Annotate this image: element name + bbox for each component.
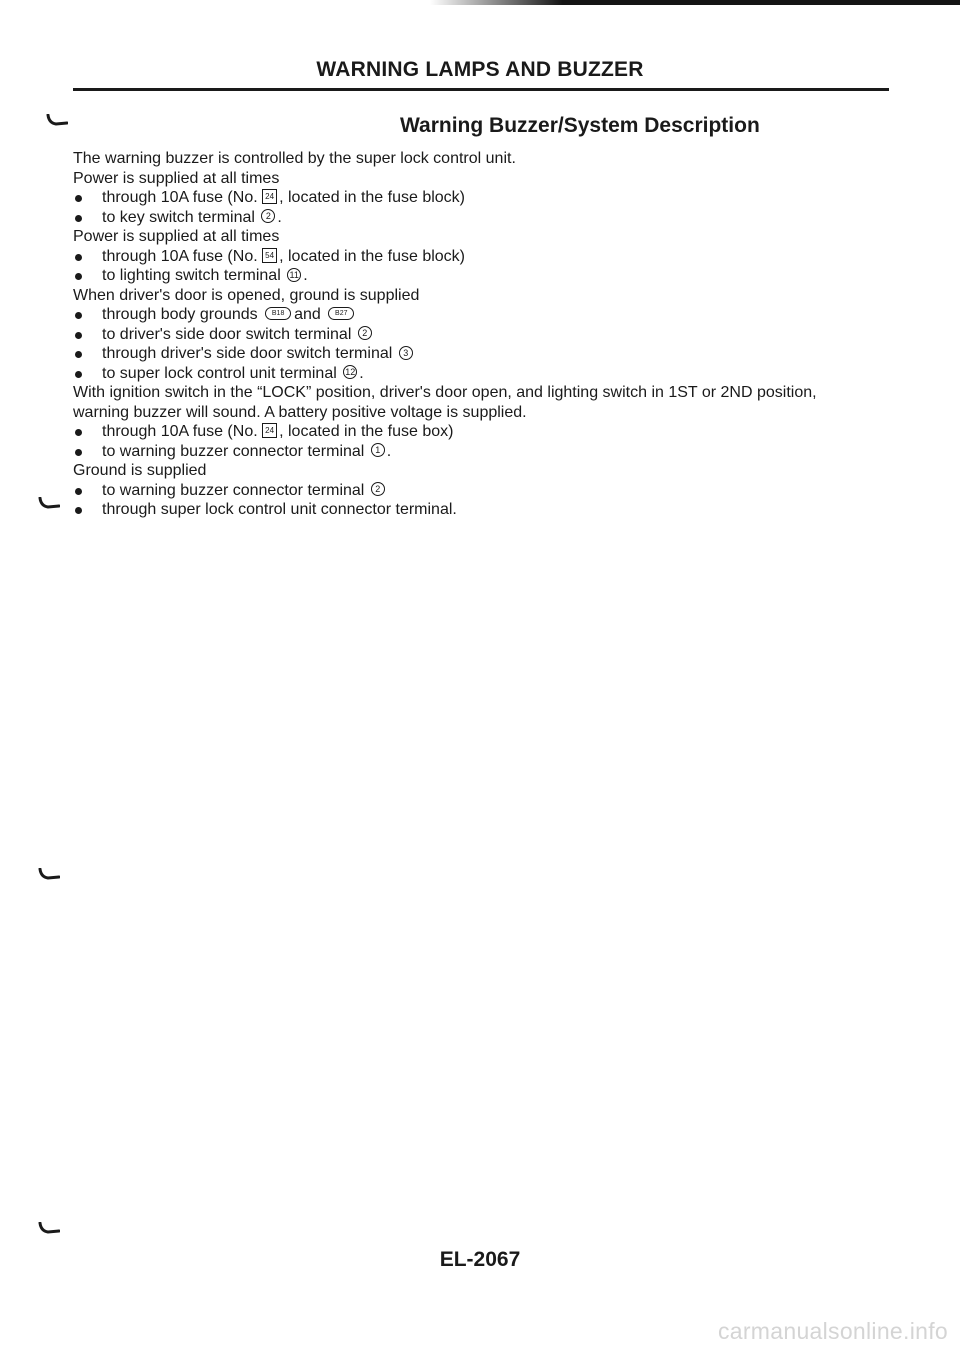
line-text: . bbox=[359, 364, 364, 382]
line-text: to key switch terminal bbox=[102, 208, 260, 226]
line-text: to warning buzzer connector terminal bbox=[102, 481, 369, 499]
line-text: . bbox=[386, 442, 392, 460]
header-rule bbox=[73, 88, 889, 91]
bullet-item bbox=[73, 500, 893, 520]
section-title: Warning Buzzer/System Description bbox=[400, 114, 760, 137]
terminal-number-icon: 12 bbox=[345, 367, 356, 378]
line-text: to super lock control unit terminal bbox=[102, 364, 342, 382]
line-text: , located in the fuse box) bbox=[279, 423, 454, 440]
bullet-item bbox=[73, 247, 893, 267]
bullet-item bbox=[73, 442, 893, 462]
line-text: When driver's door is opened, ground is supplied bbox=[73, 286, 420, 304]
bullet-dot-icon bbox=[75, 215, 82, 222]
line-text: to driver's side door switch terminal bbox=[102, 325, 356, 343]
line-text: and bbox=[294, 306, 326, 323]
line-text: through 10A fuse (No. bbox=[102, 247, 263, 265]
description-body bbox=[73, 149, 893, 520]
bullet-dot-icon bbox=[75, 254, 82, 261]
line-text: through body grounds bbox=[102, 306, 263, 323]
body-ground-icon: B27 bbox=[328, 307, 354, 320]
terminal-number-icon: 2 bbox=[371, 482, 385, 496]
watermark-text: carmanualsonline.info bbox=[717, 1318, 948, 1344]
bullet-dot-icon bbox=[75, 351, 82, 358]
text-line bbox=[73, 383, 893, 403]
text-line bbox=[73, 149, 893, 169]
bullet-item bbox=[73, 305, 893, 325]
text-line bbox=[73, 286, 893, 306]
text-line bbox=[73, 169, 893, 189]
bullet-item bbox=[73, 422, 893, 442]
bullet-item bbox=[73, 481, 893, 501]
line-text: , located in the fuse block) bbox=[279, 189, 465, 206]
bullet-dot-icon bbox=[75, 507, 82, 514]
terminal-number-icon: 2 bbox=[358, 326, 372, 340]
bullet-dot-icon bbox=[75, 449, 82, 456]
fuse-number-icon: 54 bbox=[262, 248, 277, 263]
line-text: to lighting switch terminal bbox=[102, 267, 286, 284]
line-text: through 10A fuse (No. bbox=[102, 423, 263, 440]
line-text: Power is supplied at all times bbox=[73, 169, 280, 187]
bullet-dot-icon bbox=[75, 332, 82, 339]
bullet-dot-icon bbox=[75, 371, 82, 378]
text-line bbox=[73, 227, 893, 247]
revision-check-mark-icon bbox=[38, 497, 60, 509]
bullet-item bbox=[73, 266, 893, 286]
bullet-dot-icon bbox=[75, 273, 82, 280]
bullet-item bbox=[73, 364, 893, 384]
body-ground-icon: B18 bbox=[265, 307, 291, 320]
text-line bbox=[73, 403, 893, 423]
bullet-item bbox=[73, 188, 893, 208]
page-number: EL-2067 bbox=[439, 1248, 521, 1271]
line-text: Ground is supplied bbox=[73, 462, 207, 479]
line-text: The warning buzzer is controlled by the super lock control unit. bbox=[73, 150, 516, 167]
bullet-item bbox=[73, 208, 893, 228]
bullet-item bbox=[73, 344, 893, 364]
line-text: With ignition switch in the “LOCK” position, driver's door open, and lighting switch in 1ST or 2ND position, bbox=[73, 384, 817, 401]
line-text: . bbox=[277, 208, 282, 226]
revision-check-mark-icon bbox=[46, 114, 68, 126]
line-text: Power is supplied at all times bbox=[73, 228, 280, 245]
terminal-number-icon: 2 bbox=[261, 209, 275, 223]
revision-check-mark-icon bbox=[38, 868, 60, 880]
bullet-dot-icon bbox=[75, 488, 82, 495]
bullet-item bbox=[73, 325, 893, 345]
bullet-dot-icon bbox=[75, 429, 82, 436]
fuse-number-icon: 24 bbox=[262, 423, 277, 438]
revision-check-mark-icon bbox=[38, 1222, 60, 1234]
terminal-number-icon: 3 bbox=[399, 346, 413, 360]
line-text: through super lock control unit connector terminal. bbox=[102, 501, 457, 518]
bullet-dot-icon bbox=[75, 312, 82, 319]
bullet-dot-icon bbox=[75, 195, 82, 202]
page-top-edge-bar bbox=[430, 0, 960, 5]
line-text: through 10A fuse (No. bbox=[102, 189, 263, 206]
text-line bbox=[73, 461, 893, 481]
line-text: to warning buzzer connector terminal bbox=[102, 442, 369, 460]
page-header-title: WARNING LAMPS AND BUZZER bbox=[316, 58, 644, 81]
line-text: , located in the fuse block) bbox=[279, 247, 465, 265]
fuse-number-icon: 24 bbox=[262, 189, 277, 204]
line-text: . bbox=[303, 267, 308, 284]
line-text: through driver's side door switch terminal bbox=[102, 345, 397, 362]
terminal-number-icon: 11 bbox=[287, 268, 301, 282]
line-text: warning buzzer will sound. A battery positive voltage is supplied. bbox=[73, 403, 527, 421]
terminal-number-icon: 1 bbox=[371, 443, 385, 457]
